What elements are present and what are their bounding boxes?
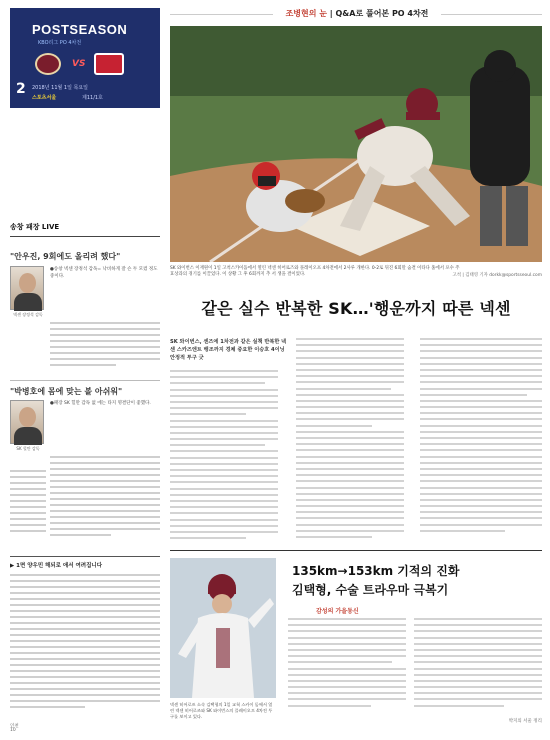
article-body-col-1 bbox=[170, 370, 278, 543]
suit-shape bbox=[14, 427, 42, 445]
face-icon bbox=[19, 407, 36, 427]
baseball-play-illustration bbox=[170, 26, 542, 262]
article-body-col-3 bbox=[420, 338, 542, 536]
second-article-rule bbox=[170, 550, 542, 551]
live-section-title: 송창 패장 LIVE bbox=[10, 223, 60, 231]
quote-divider bbox=[10, 380, 160, 381]
manager-photo-1 bbox=[10, 266, 44, 310]
brief-rule bbox=[10, 556, 160, 557]
pitcher-illustration bbox=[170, 558, 276, 698]
column-text-2 bbox=[50, 456, 160, 540]
brief-text bbox=[10, 574, 160, 712]
game-date: 2018년 11월 1일 목요일 bbox=[32, 85, 89, 91]
main-game-photo bbox=[170, 26, 542, 262]
postseason-logo-sub: KBO리그 PO 4차전 bbox=[38, 40, 82, 46]
vs-label: VS bbox=[72, 59, 86, 69]
photo-caption: SK 와이번스 이재원이 1일 고척스카이돔에서 열린 넥센 히어로즈와 플레이오프 4차전에서 2사루 개한다. 0-2로 뒤진 6회말 숨결 이타다 홈에서 포수 주효상과의 경기를 이끌었다. 이 상황 그 후 6회까지 추 서 생을 결이었다. bbox=[170, 266, 460, 277]
face-icon bbox=[19, 273, 36, 293]
section-header bbox=[273, 8, 441, 19]
game-number: 2 bbox=[16, 81, 26, 97]
page-number: 10 bbox=[10, 728, 16, 733]
column-text-1 bbox=[50, 322, 160, 370]
heroes-emblem bbox=[35, 53, 61, 75]
article-body-col-2 bbox=[296, 338, 404, 542]
brief-title: ▶ 1면 양우민 해되로 애서 여려집니다 bbox=[10, 563, 103, 569]
postseason-masthead bbox=[10, 8, 160, 108]
quote-headline-1: "안우진, 9회에도 올리려 했다" bbox=[10, 252, 121, 261]
wyverns-emblem bbox=[94, 53, 124, 75]
manager-text-1: ●송창 넥센 장정석 감독= 낙비하게 잘 슨 두 모켰 정도 중이다. bbox=[50, 267, 158, 279]
pitcher-photo bbox=[170, 558, 276, 698]
main-column bbox=[170, 8, 542, 730]
manager-photo-2 bbox=[10, 400, 44, 444]
quote-headline-2: "박병호에 몸에 맞는 볼 아쉬워" bbox=[10, 387, 123, 396]
live-rule bbox=[10, 236, 160, 237]
second-body-col-2 bbox=[414, 618, 542, 711]
second-kicker: 감성의 가을동신 bbox=[316, 608, 359, 615]
left-column bbox=[10, 8, 160, 730]
sponsor-name: 스포츠서울 bbox=[32, 95, 57, 101]
suit-shape bbox=[14, 293, 42, 311]
pitcher-caption: 넥센 히어로즈 소속 김택형의 1일 교척 스카이 돔에서 열린 넥센 히어로즈와 SK 와이번스의 플레이오프 4차전 투구를 보이고 있다. bbox=[170, 702, 273, 719]
column-text-3 bbox=[10, 470, 46, 536]
manager-caption-1: 넥센 장정석 감독 bbox=[13, 312, 43, 317]
left-footer: 인천 bbox=[10, 724, 19, 729]
section-topic: | Q&A로 풀어본 PO 4차전 bbox=[327, 9, 429, 18]
postseason-logo: POSTSEASON bbox=[32, 22, 128, 37]
manager-text-2: ●패장 SK 힐만 감독 없 에는 타지 명결단이 좋했다. bbox=[50, 401, 151, 406]
second-headline-1: 135km→153km 기적의 진화 bbox=[292, 564, 460, 578]
article-headline: 같은 실수 반복한 SK…'행운까지 따른 넥센 bbox=[201, 299, 511, 318]
article-lead: SK 와이번스, 센즈에 1차전과 같은 실책 반복한 넥센 스카즈엔트 뱅조까지 경체 중요한 이승호 4이닝 안정적 투구 굿 bbox=[170, 339, 287, 361]
photo-credit: 고척 | 김태영 기자 dorkk@sportsseoul.com bbox=[452, 273, 542, 278]
second-article-footer: 박지의 서울 정리 bbox=[508, 719, 542, 724]
second-body-col-1 bbox=[288, 618, 406, 711]
issue-number: 제11/1호 bbox=[82, 95, 103, 101]
second-article bbox=[170, 550, 542, 730]
manager-caption-2: SK 힐만 감독 bbox=[16, 446, 40, 451]
section-author: 조병현의 눈 bbox=[285, 9, 327, 18]
second-headline-2: 김택형, 수술 트라우마 극복기 bbox=[292, 583, 449, 597]
